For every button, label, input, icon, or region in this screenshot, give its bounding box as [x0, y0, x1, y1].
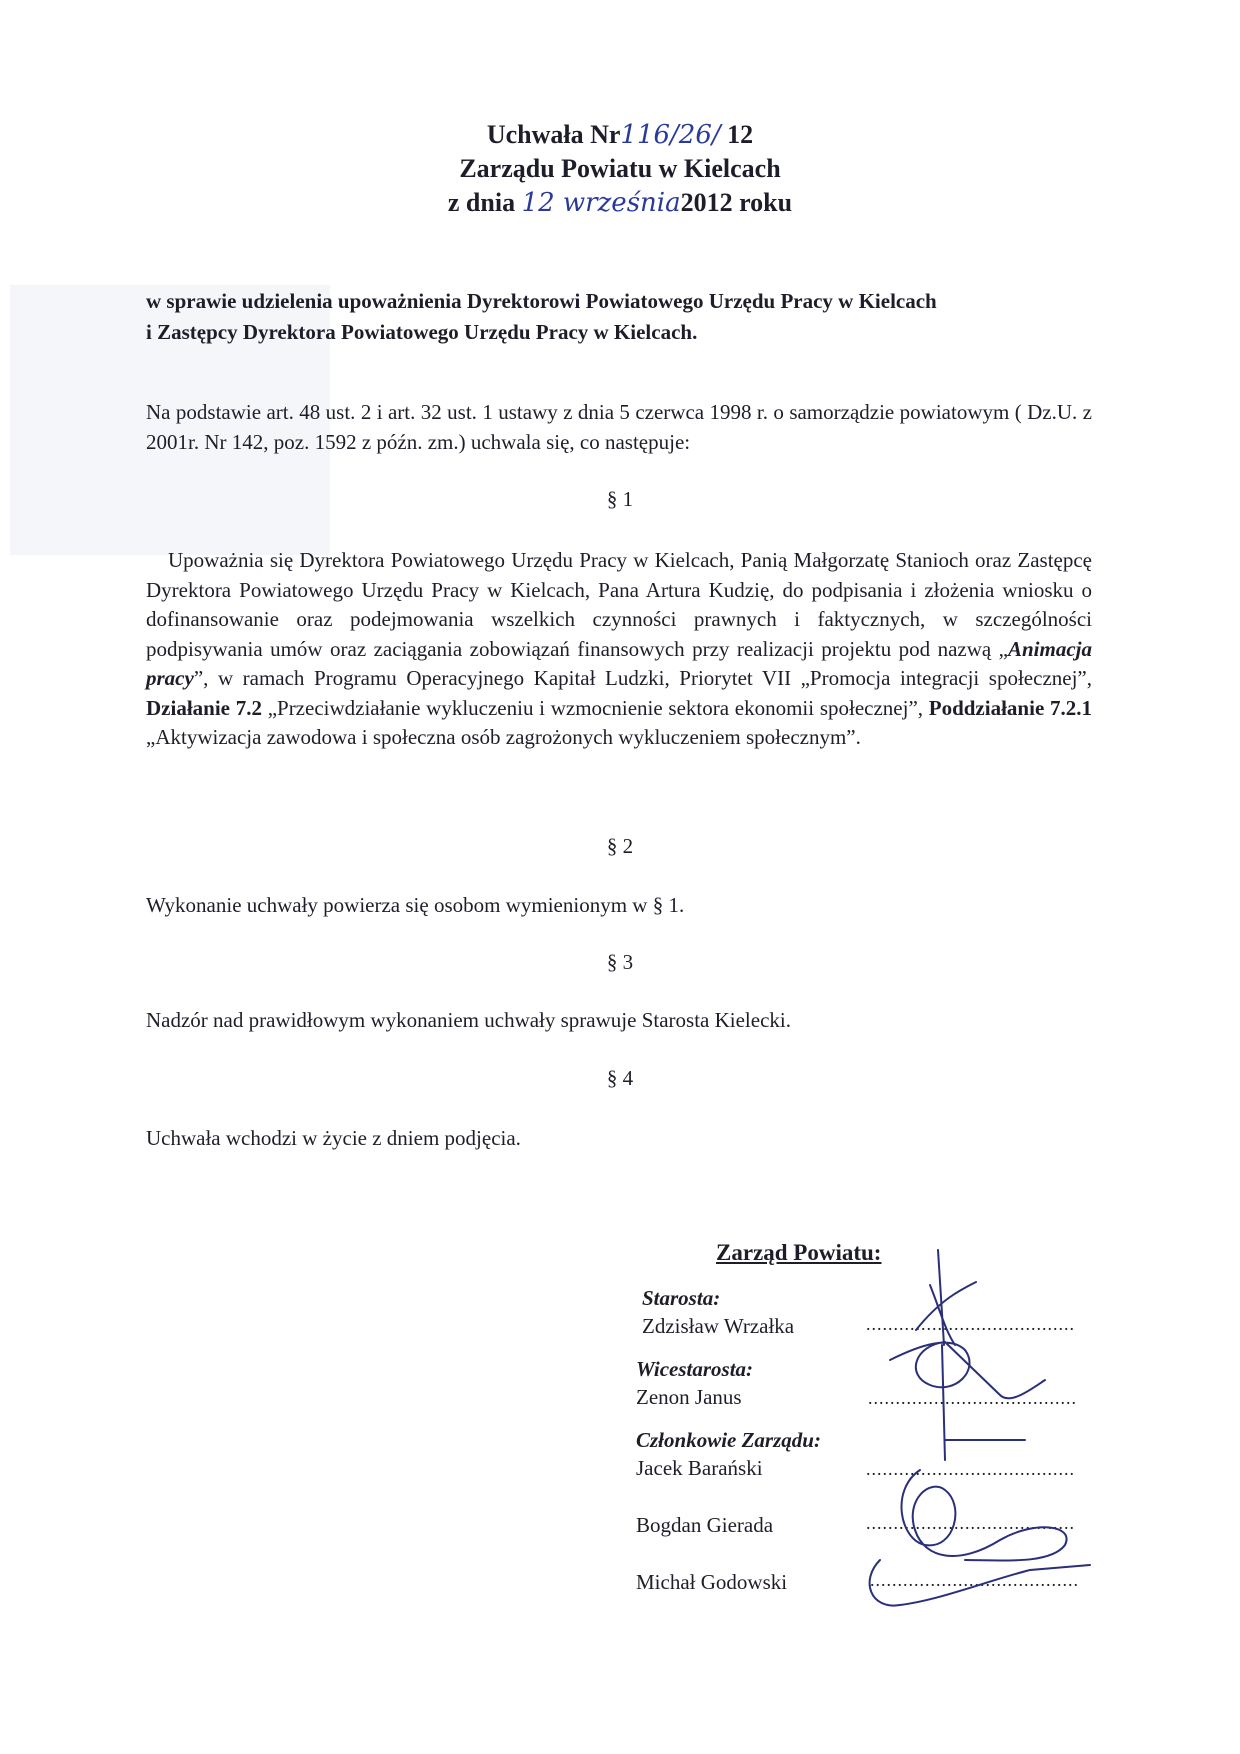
member-3-name: Michał Godowski: [636, 1570, 788, 1594]
signature-stroke-member-2: [901, 1470, 1066, 1561]
signature-stroke-member-3: [870, 1560, 1090, 1606]
resolution-title-prefix: Uchwała Nr: [486, 120, 621, 149]
wicestarosta-signature-line: ......................................: [868, 1388, 1077, 1408]
subject-line-2: i Zastępcy Dyrektora Powiatowego Urzędu Pracy w Kielcach.: [146, 320, 698, 344]
issuing-body: Zarządu Powiatu w Kielcach: [459, 154, 781, 183]
member-2-name: Bogdan Gierada: [636, 1513, 774, 1537]
starosta-name: Zdzisław Wrzałka: [642, 1314, 795, 1338]
date-suffix: 2012 roku: [680, 188, 793, 217]
date-handwritten: 12 września: [521, 188, 681, 218]
members-label: Członkowie Zarządu:: [636, 1428, 821, 1452]
signature-stroke-starosta: [916, 1250, 976, 1345]
signature-stroke-wicestarosta: [890, 1342, 1045, 1398]
member-3-signature-line: ......................................: [870, 1570, 1079, 1590]
section-heading-1: § 1: [606, 487, 634, 511]
resolution-number-handwritten: 116/26/: [620, 120, 721, 150]
paragraph-1-part-2: ”, w ramach Programu Operacyjnego Kapitał Ludzki, Priorytet VII „Promocja integracji społecznej”,: [193, 666, 1092, 690]
member-2-signature-line: ......................................: [866, 1513, 1075, 1533]
starosta-label: Starosta:: [642, 1286, 721, 1310]
signature-stroke-member-1: [942, 1345, 1025, 1460]
project-name: Animacja pracy: [146, 636, 1092, 690]
legal-basis: Na podstawie art. 48 ust. 2 i art. 32 ust. 1 ustawy z dnia 5 czerwca 1998 r. o samorządzie powiatowym ( Dz.U. z 2001r. Nr 142, poz. 1592 z późn. zm.) uchwala się, co następuje:: [146, 400, 1092, 454]
paragraph-4: Uchwała wchodzi w życie z dniem podjęcia.: [146, 1126, 521, 1150]
resolution-title-suffix: 12: [727, 120, 754, 149]
starosta-signature-line: ......................................: [866, 1314, 1075, 1334]
label-poddzialanie: Poddziałanie 7.2.1: [928, 695, 1092, 720]
paragraph-1-part-4: „Aktywizacja zawodowa i społeczna osób zagrożonych wykluczeniem społecznym”.: [146, 725, 861, 749]
board-title: Zarząd Powiatu:: [716, 1240, 882, 1265]
wicestarosta-name: Zenon Janus: [636, 1385, 742, 1409]
date-prefix: z dnia: [447, 188, 516, 217]
section-heading-2: § 2: [606, 834, 634, 858]
paragraph-1-part-3: „Przeciwdziałanie wykluczeniu i wzmocnienie sektora ekonomii społecznej”,: [261, 695, 929, 720]
member-1-name: Jacek Barański: [636, 1456, 763, 1480]
section-heading-3: § 3: [606, 950, 634, 974]
member-1-signature-line: ......................................: [866, 1459, 1075, 1479]
paragraph-2: Wykonanie uchwały powierza się osobom wymienionym w § 1.: [146, 893, 685, 917]
subject-line-1: w sprawie udzielenia upoważnienia Dyrektorowi Powiatowego Urzędu Pracy w Kielcach: [146, 289, 937, 313]
paragraph-1-part-1: Upoważnia się Dyrektora Powiatowego Urzędu Pracy w Kielcach, Panią Małgorzatę Stanioch oraz Zastępcę Dyrektora Powiatowego Urzędu Pracy w Kielcach, Pana Artura Kudzię, do podpisania i złożenia wniosku o dofinansowanie oraz podejmowania wszelkich czynności prawnych i faktycznych, w szczególności podpisywania umów oraz zaciągania zobowiązań finansowych przy realizacji projektu pod nazwą „: [146, 548, 1092, 661]
wicestarosta-label: Wicestarosta:: [636, 1357, 754, 1381]
section-heading-4: § 4: [606, 1066, 634, 1090]
paragraph-3: Nadzór nad prawidłowym wykonaniem uchwały sprawuje Starosta Kielecki.: [146, 1008, 791, 1032]
label-dzialanie: Działanie 7.2: [146, 695, 262, 720]
